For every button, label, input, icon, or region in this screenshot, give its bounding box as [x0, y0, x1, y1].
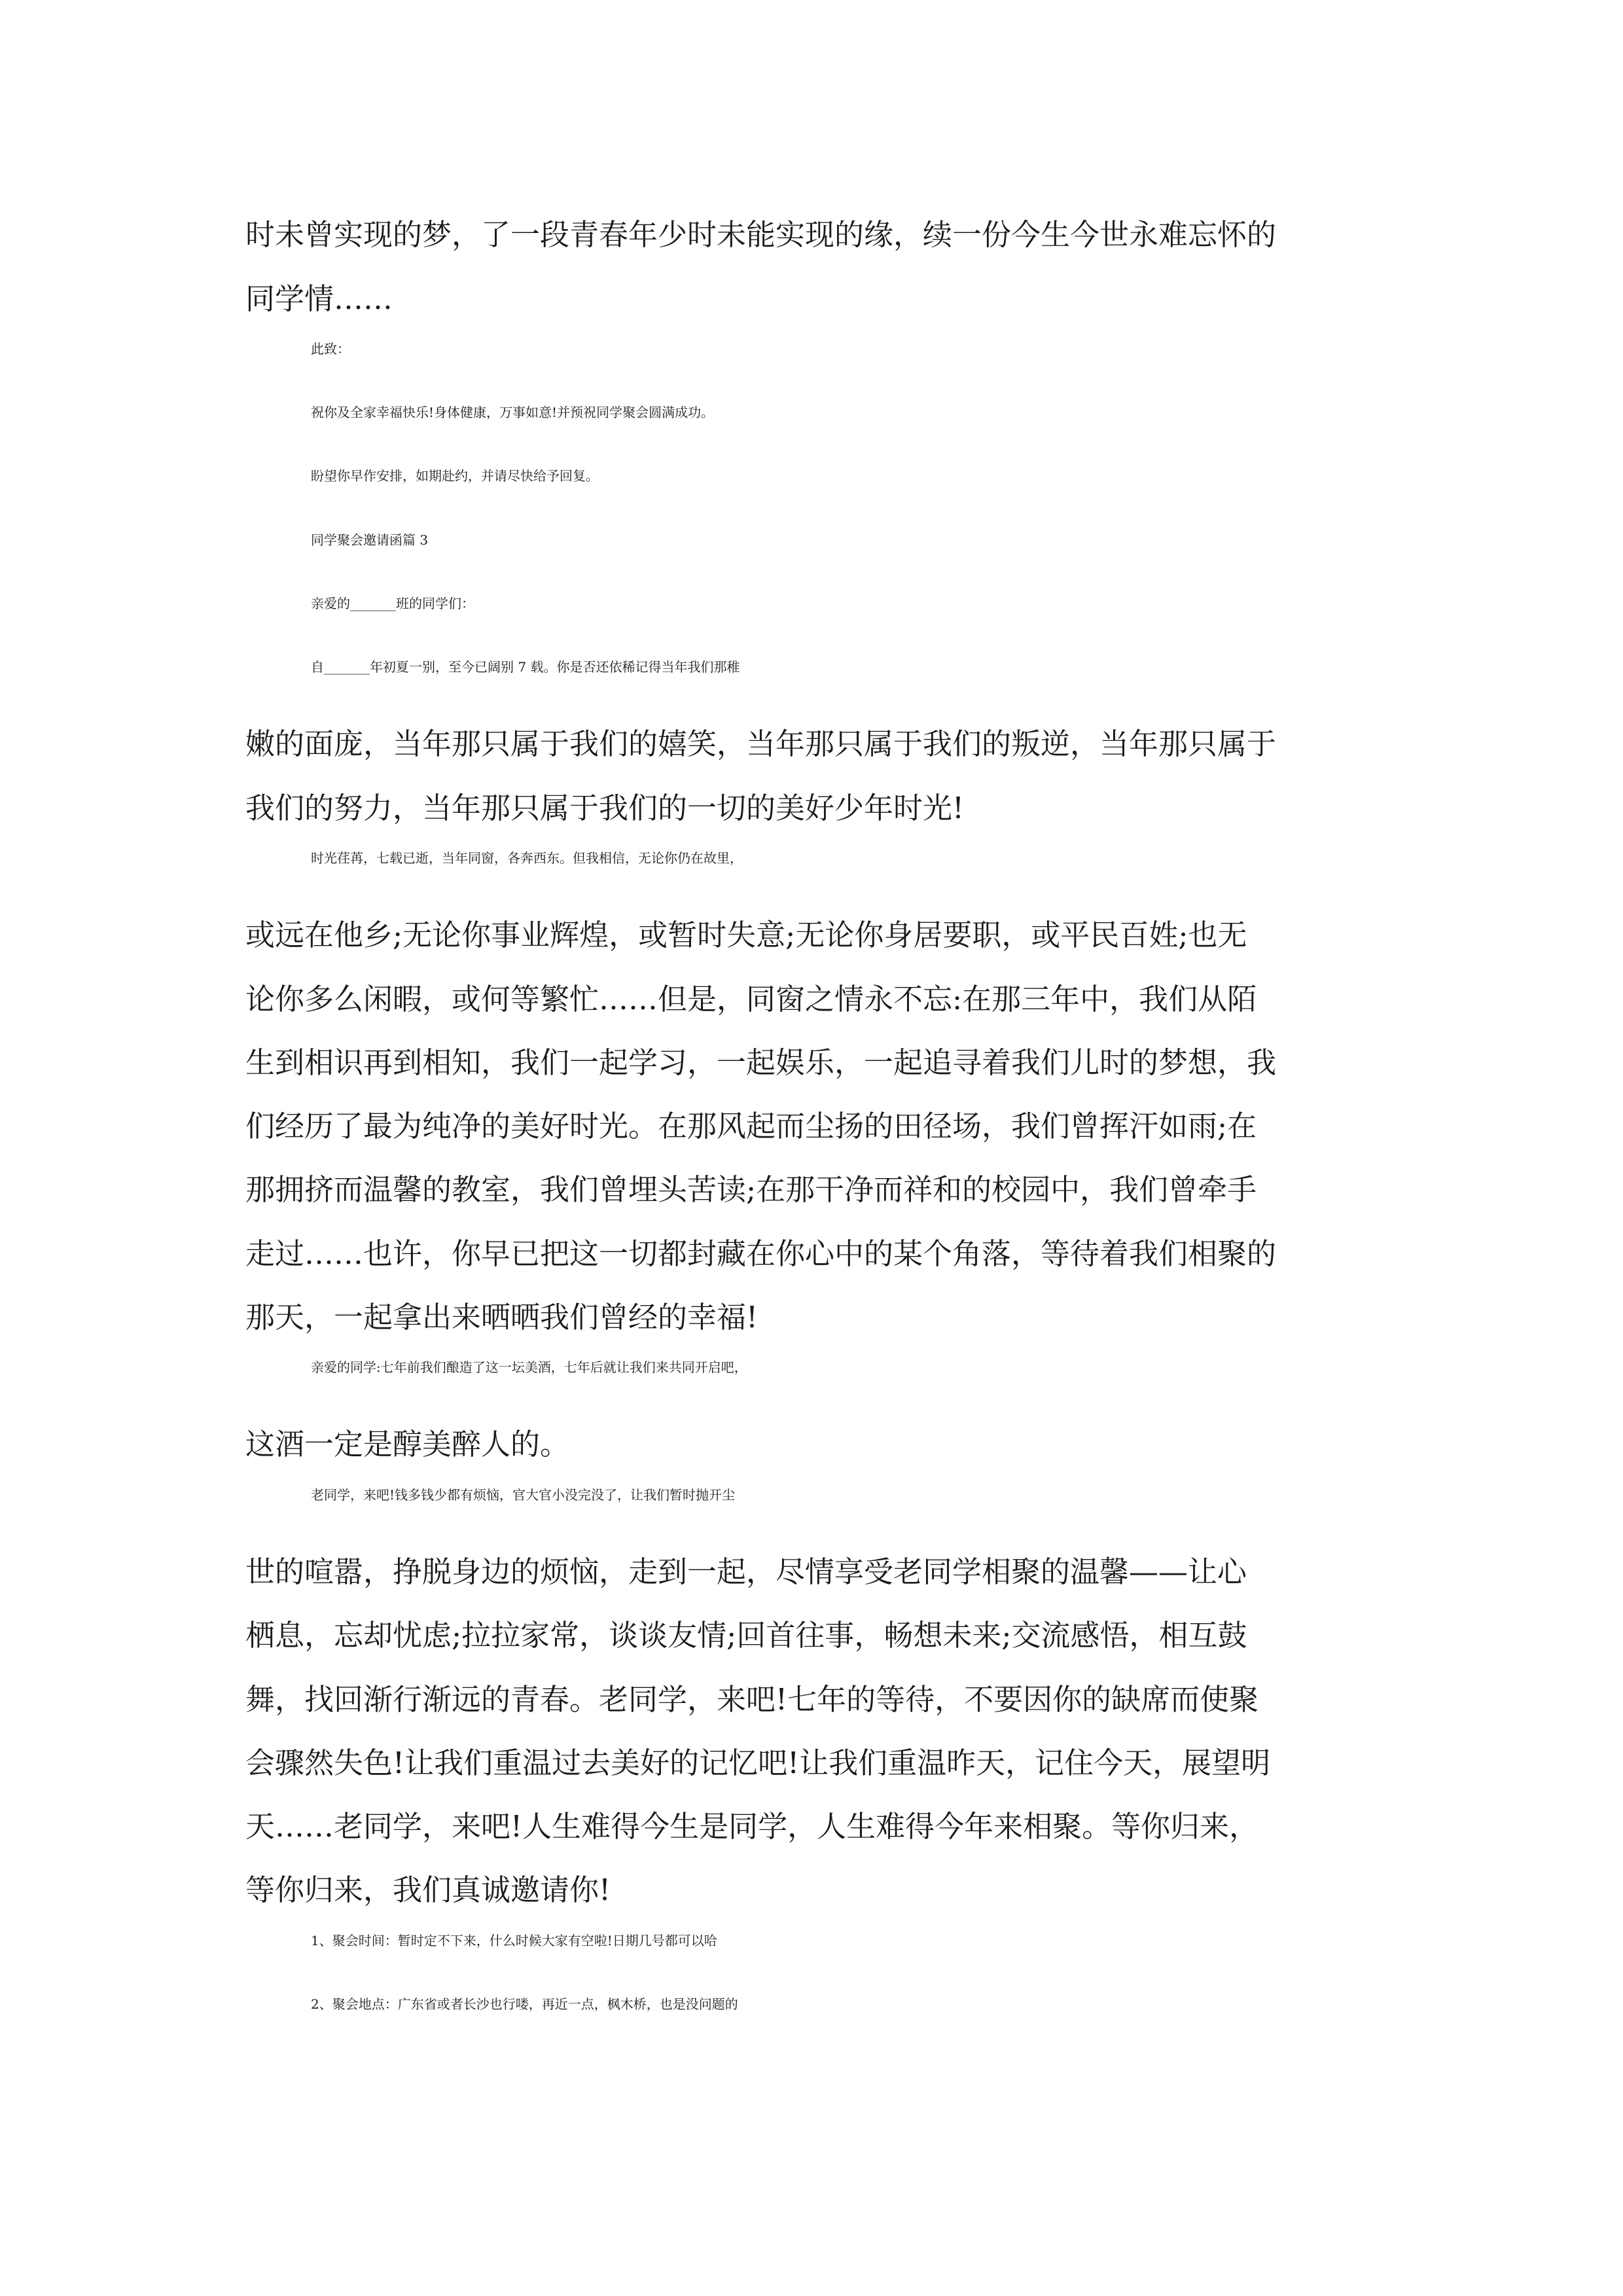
text-line: 盼望你早作安排，如期赴约，并请尽快给予回复。 [311, 468, 599, 484]
text-line: 那拥挤而温馨的教室，我们曾埋头苦读;在那干净而祥和的校园中，我们曾牵手 [245, 1172, 1257, 1207]
text-line: 同学情…… [245, 281, 393, 316]
text-line: 等你归来，我们真诚邀请你! [245, 1873, 611, 1907]
list-item: 1、聚会时间：暂时定不下来，什么时候大家有空啦!日期几号都可以哈 [311, 1933, 717, 1948]
text-line: 此致： [311, 341, 350, 357]
salutation: 亲爱的_______班的同学们： [311, 596, 474, 611]
text-line: 天……老同学，来吧!人生难得今生是同学，人生难得今年来相聚。等你归来， [245, 1809, 1259, 1844]
text-line: 会骤然失色!让我们重温过去美好的记忆吧!让我们重温昨天，记住今天，展望明 [245, 1746, 1271, 1780]
text-line: 栖息，忘却忧虑;拉拉家常，谈谈友情;回首往事，畅想未来;交流感悟，相互鼓 [245, 1618, 1247, 1653]
text-line: 这酒一定是醇美醉人的。 [245, 1427, 570, 1462]
text-line: 自_______年初夏一别，至今已阔别 7 载。你是否还依稀记得当年我们那稚 [311, 659, 740, 675]
text-line: 亲爱的同学:七年前我们酿造了这一坛美酒，七年后就让我们来共同开启吧， [311, 1359, 747, 1375]
text-line: 世的喧嚣，挣脱身边的烦恼，走到一起，尽情享受老同学相聚的温馨——让心 [245, 1554, 1247, 1589]
text-line: 生到相识再到相知，我们一起学习，一起娱乐，一起追寻着我们儿时的梦想，我 [245, 1045, 1277, 1080]
text-line: 祝你及全家幸福快乐!身体健康，万事如意!并预祝同学聚会圆满成功。 [311, 404, 715, 420]
text-line: 老同学，来吧!钱多钱少都有烦恼，官大官小没完没了，让我们暂时抛开尘 [311, 1487, 736, 1503]
text-line: 舞，找回渐行渐远的青春。老同学，来吧!七年的等待，不要因你的缺席而使聚 [245, 1682, 1259, 1717]
list-item: 2、聚会地点：广东省或者长沙也行喽，再近一点，枫木桥，也是没问题的 [311, 1996, 738, 2012]
text-line: 们经历了最为纯净的美好时光。在那风起而尘扬的田径场，我们曾挥汗如雨;在 [245, 1109, 1257, 1143]
section-heading: 同学聚会邀请函篇 3 [311, 532, 429, 548]
text-line: 论你多么闲暇，或何等繁忙……但是，同窗之情永不忘:在那三年中，我们从陌 [245, 982, 1257, 1016]
text-line: 我们的努力，当年那只属于我们的一切的美好少年时光! [245, 791, 965, 825]
text-line: 走过……也许，你早已把这一切都封藏在你心中的某个角落，等待着我们相聚的 [245, 1236, 1277, 1271]
text-line: 时未曾实现的梦，了一段青春年少时未能实现的缘，续一份今生今世永难忘怀的 [245, 217, 1277, 252]
text-line: 或远在他乡;无论你事业辉煌，或暂时失意;无论你身居要职，或平民百姓;也无 [245, 918, 1247, 952]
text-line: 时光荏苒，七载已逝，当年同窗，各奔西东。但我相信，无论你仍在故里， [311, 850, 743, 866]
text-line: 嫩的面庞，当年那只属于我们的嬉笑，当年那只属于我们的叛逆，当年那只属于 [245, 726, 1277, 761]
text-line: 那天，一起拿出来晒晒我们曾经的幸福! [245, 1300, 758, 1335]
